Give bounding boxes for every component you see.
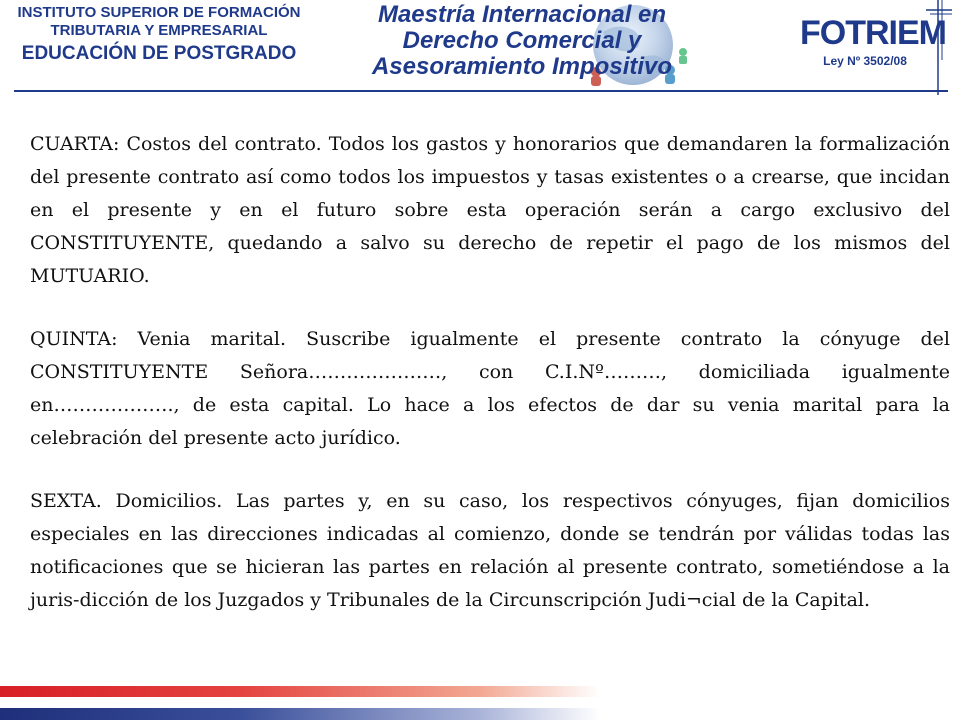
header-divider	[14, 90, 948, 92]
institute-line-2: TRIBUTARIA Y EMPRESARIAL	[50, 22, 268, 39]
fotriem-logo	[800, 14, 946, 68]
footer-bar-red	[0, 686, 600, 697]
program-line-2: Derecho Comercial y	[402, 26, 642, 54]
program-line-3: Asesoramiento Impositivo	[371, 52, 673, 80]
institute-logo-text	[14, 4, 304, 66]
clause-sexta: SEXTA. Domicilios. Las partes y, en su caso, los respectivos cónyuges, fijan domicilios especiales en las direcciones indicadas al comienzo, donde se tendrán por válidas todas las notificaciones que se hicieran las partes en relación al presente contrato, sometiéndose a la juris-dicción de los Juzgados y Tribunales de la Circunscripción Judi¬cial de la Capital.	[30, 490, 950, 611]
footer-bars	[0, 682, 960, 720]
document-body	[30, 128, 950, 647]
fotriem-law: Ley Nº 3502/08	[823, 54, 907, 68]
fotriem-name: FOTRIEM	[800, 14, 946, 52]
cross-lines-icon	[912, 0, 952, 95]
program-title	[362, 2, 682, 80]
clause-cuarta: CUARTA: Costos del contrato. Todos los gastos y honorarios que demandaren la formalización del presente contrato así como todos los impuestos y tasas existentes o a crearse, que incidan en el presente y en el futuro sobre esta operación serán a cargo exclusivo del CONSTITUYENTE, quedando a salvo su derecho de repetir el pago de los mismos del MUTUARIO.	[30, 133, 950, 287]
clause-quinta: QUINTA: Venia marital. Suscribe igualmente el presente contrato la cónyuge del CONSTITUYENTE Señora…………………, con C.I.Nº………, domiciliada igualmente en………………., de esta capital. Lo hace a los efectos de dar su venia marital para la celebración del presente acto jurídico.	[30, 328, 950, 449]
program-line-1: Maestría Internacional en	[377, 1, 667, 28]
institute-line-1: INSTITUTO SUPERIOR DE FORMACIÓN	[17, 4, 301, 21]
footer-bar-blue	[0, 708, 600, 720]
institute-line-3: EDUCACIÓN DE POSTGRADO	[21, 43, 297, 64]
header	[0, 0, 960, 95]
